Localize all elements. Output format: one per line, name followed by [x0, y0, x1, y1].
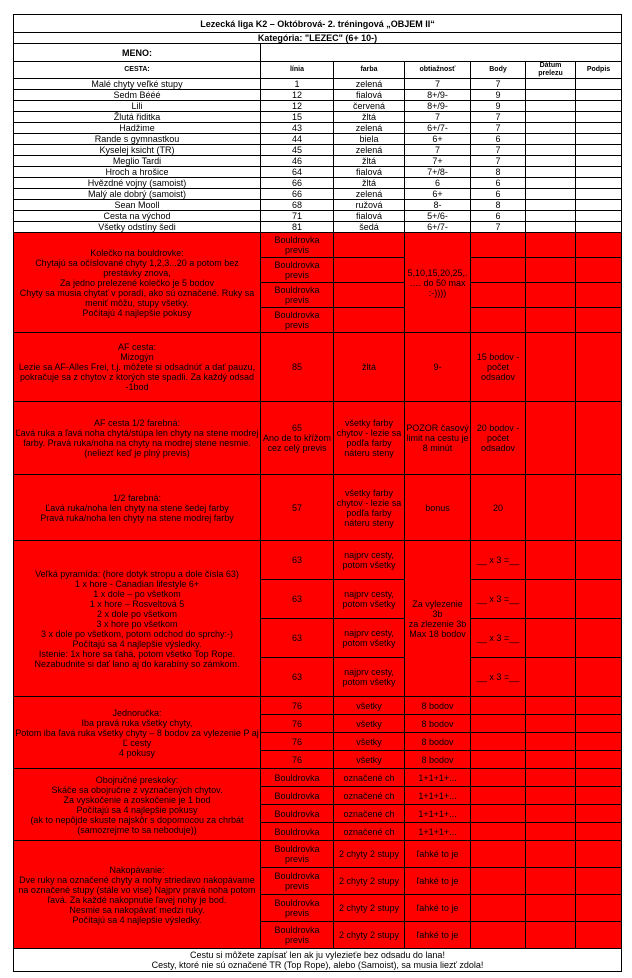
kolecko-grade: 5,10,15,20,25,. …. do 50 max :-))))	[405, 233, 471, 333]
route-color: zelená	[334, 123, 405, 134]
af2-line: 65 Ano de to křížom cez celý previs	[261, 402, 334, 475]
route-signature[interactable]	[576, 134, 622, 145]
score-sheet	[13, 14, 622, 972]
step-grade: ľahké to je	[405, 868, 471, 895]
route-name: Hadžime	[14, 123, 261, 134]
af2-color: všetky farby chytov - lezie sa podľa farby náteru steny	[334, 402, 405, 475]
route-date[interactable]	[526, 178, 576, 189]
onehand-date[interactable]	[526, 733, 576, 751]
col-points: Body	[471, 62, 526, 79]
jumps-line: Bouldrovka	[261, 787, 334, 805]
step-color: 2 chyty 2 stupy	[334, 922, 405, 949]
col-signature: Podpis	[576, 62, 622, 79]
route-name: Hroch a hrošice	[14, 167, 261, 178]
route-color: zelená	[334, 145, 405, 156]
kolecko-date[interactable]	[526, 258, 576, 283]
half-grade: bonus	[405, 475, 471, 541]
route-line: 45	[261, 145, 334, 156]
kolecko-date[interactable]	[526, 233, 576, 258]
step-signature[interactable]	[576, 922, 622, 949]
af-line: 85	[261, 333, 334, 402]
onehand-color: všetky	[334, 733, 405, 751]
pyramid-date[interactable]	[526, 580, 576, 619]
route-date[interactable]	[526, 189, 576, 200]
jumps-date[interactable]	[526, 787, 576, 805]
af2-date[interactable]	[526, 402, 576, 475]
route-line: 68	[261, 200, 334, 211]
route-grade: 6+/7-	[405, 123, 471, 134]
onehand-date[interactable]	[526, 751, 576, 769]
pyramid-grade: Za vylezenie 3b za zlezenie 3b Max 18 bodov	[405, 541, 471, 697]
pyramid-line: 63	[261, 619, 334, 658]
step-date[interactable]	[526, 895, 576, 922]
route-row	[14, 134, 622, 145]
route-name: Hvězdné vojny (samoist)	[14, 178, 261, 189]
jumps-color: označené ch	[334, 787, 405, 805]
route-color: červená	[334, 101, 405, 112]
route-color: zelená	[334, 189, 405, 200]
route-grade: 8+/9-	[405, 90, 471, 101]
route-row	[14, 222, 622, 233]
col-route: CESTA:	[14, 62, 261, 79]
route-color: biela	[334, 134, 405, 145]
af-row	[14, 333, 622, 402]
route-name: Všetky odstíny šedi	[14, 222, 261, 233]
step-grade: ľahké to je	[405, 841, 471, 868]
half-description: 1/2 farebná: Ľavá ruka/noha len chyty na stene šedej farby Pravá ruka/noha len chyty na stene modrej farby	[14, 475, 261, 541]
step-signature[interactable]	[576, 868, 622, 895]
route-line: 12	[261, 101, 334, 112]
route-date[interactable]	[526, 167, 576, 178]
col-color: farba	[334, 62, 405, 79]
pyramid-color: najprv cesty, potom všetky	[334, 580, 405, 619]
route-signature[interactable]	[576, 123, 622, 134]
af-date[interactable]	[526, 333, 576, 402]
route-grade: 7+	[405, 156, 471, 167]
route-points: 7	[471, 112, 526, 123]
route-color: šedá	[334, 222, 405, 233]
step-date[interactable]	[526, 922, 576, 949]
route-line: 66	[261, 178, 334, 189]
pyramid-points: __ x 3 =__	[471, 658, 526, 697]
route-date[interactable]	[526, 90, 576, 101]
route-line: 44	[261, 134, 334, 145]
kolecko-points[interactable]	[471, 308, 526, 333]
onehand-signature[interactable]	[576, 715, 622, 733]
step-color: 2 chyty 2 stupy	[334, 868, 405, 895]
onehand-grade: 8 bodov	[405, 751, 471, 769]
onehand-date[interactable]	[526, 715, 576, 733]
onehand-line: 76	[261, 715, 334, 733]
onehand-line: 76	[261, 751, 334, 769]
route-line: 71	[261, 211, 334, 222]
jumps-grade: 1+1+1+...	[405, 805, 471, 823]
footer-line-2: Cesty, ktoré nie sú označené TR (Top Rope), alebo (Samoist), sa musia liezť zdola!	[151, 960, 484, 970]
route-points: 7	[471, 156, 526, 167]
step-signature[interactable]	[576, 895, 622, 922]
route-color: žltá	[334, 156, 405, 167]
onehand-description: Jednoručka: Iba pravá ruka všetky chyty, Potom iba ľavá ruka všetky chyty – 8 bodov za vylezenie P aj Ľ cesty 4 pokusy	[14, 697, 261, 769]
route-grade: 5+/6-	[405, 211, 471, 222]
af2-points: 20 bodov - počet odsadov	[471, 402, 526, 475]
route-color: ružová	[334, 200, 405, 211]
af2-grade: POZOR časový limit na cestu je 8 minút	[405, 402, 471, 475]
pyramid-points: __ x 3 =__	[471, 541, 526, 580]
route-row	[14, 123, 622, 134]
kolecko-signature[interactable]	[576, 308, 622, 333]
kolecko-color[interactable]	[334, 308, 405, 333]
onehand-signature[interactable]	[576, 733, 622, 751]
jumps-date[interactable]	[526, 805, 576, 823]
step-row	[14, 841, 622, 868]
jumps-grade: 1+1+1+...	[405, 823, 471, 841]
route-date[interactable]	[526, 79, 576, 90]
route-points: 6	[471, 211, 526, 222]
pyramid-row	[14, 541, 622, 580]
jumps-grade: 1+1+1+...	[405, 787, 471, 805]
route-row	[14, 167, 622, 178]
route-name: Lili	[14, 101, 261, 112]
af2-description: AF cesta 1/2 farebná: Ľavá ruka a ľavá noha chytá/stúpa len chyty na stene modrej farby. Pravá ruka/noha na chyty na modrej stene nesmie. (neliezť keď je plný previs)	[14, 402, 261, 475]
route-points: 7	[471, 79, 526, 90]
route-date[interactable]	[526, 123, 576, 134]
route-grade: 8-	[405, 200, 471, 211]
af-points: 15 bodov - počet odsadov	[471, 333, 526, 402]
jumps-row	[14, 769, 622, 787]
onehand-grade: 8 bodov	[405, 697, 471, 715]
route-date[interactable]	[526, 112, 576, 123]
onehand-line: 76	[261, 697, 334, 715]
route-signature[interactable]	[576, 112, 622, 123]
half-color: všetky farby chytov - lezie sa podľa farby náteru steny	[334, 475, 405, 541]
onehand-date[interactable]	[526, 697, 576, 715]
onehand-grade: 8 bodov	[405, 733, 471, 751]
route-color: fialová	[334, 90, 405, 101]
jumps-date[interactable]	[526, 769, 576, 787]
kolecko-row	[14, 233, 622, 258]
kolecko-points[interactable]	[471, 283, 526, 308]
route-name: Kyselej ksicht (TR)	[14, 145, 261, 156]
kolecko-signature[interactable]	[576, 233, 622, 258]
pyramid-color: najprv cesty, potom všetky	[334, 658, 405, 697]
step-points[interactable]	[471, 868, 526, 895]
kolecko-date[interactable]	[526, 308, 576, 333]
pyramid-line: 63	[261, 580, 334, 619]
route-row	[14, 90, 622, 101]
route-row	[14, 79, 622, 90]
jumps-points[interactable]	[471, 769, 526, 787]
route-grade: 6+	[405, 189, 471, 200]
route-row	[14, 211, 622, 222]
route-line: 81	[261, 222, 334, 233]
route-points: 6	[471, 134, 526, 145]
route-signature[interactable]	[576, 156, 622, 167]
route-grade: 7	[405, 79, 471, 90]
pyramid-date[interactable]	[526, 541, 576, 580]
onehand-points[interactable]	[471, 697, 526, 715]
route-name: Sean Mooll	[14, 200, 261, 211]
kolecko-line: Bouldrovka previs	[261, 283, 334, 308]
step-points[interactable]	[471, 841, 526, 868]
step-points[interactable]	[471, 922, 526, 949]
af2-row	[14, 402, 622, 475]
route-points: 6	[471, 189, 526, 200]
footer-note	[14, 949, 622, 972]
route-points: 6	[471, 178, 526, 189]
onehand-points[interactable]	[471, 751, 526, 769]
route-signature[interactable]	[576, 200, 622, 211]
jumps-color: označené ch	[334, 805, 405, 823]
jumps-line: Bouldrovka	[261, 805, 334, 823]
step-description: Nakopávanie: Dve ruky na označené chyty a nohy striedavo nakopávame na označené stupy (stále vo vise) Najprv pravá noha potom ľavá. Za každé nakopnutie ľavej nohy je bod. Nesmie sa nakopávať medzi ruky. Počítajú sa 4 najlepšie výsledky.	[14, 841, 261, 949]
route-name: Malé chyty veľké stupy	[14, 79, 261, 90]
route-row	[14, 189, 622, 200]
pyramid-signature[interactable]	[576, 658, 622, 697]
route-line: 43	[261, 123, 334, 134]
jumps-line: Bouldrovka	[261, 823, 334, 841]
step-grade: ľahké to je	[405, 922, 471, 949]
step-signature[interactable]	[576, 841, 622, 868]
route-name: Malý ale dobrý (samoist)	[14, 189, 261, 200]
route-signature[interactable]	[576, 167, 622, 178]
col-date: Dátum prelezu	[526, 62, 576, 79]
pyramid-signature[interactable]	[576, 580, 622, 619]
kolecko-signature[interactable]	[576, 258, 622, 283]
af-description: AF cesta: Mizogýn Lezie sa AF-Alles Frei, t.j. môžete si odsadnúť a dať pauzu, pokračuje sa z chytov z ktorých ste spadli. Za každý odsad -1bod	[14, 333, 261, 402]
route-line: 66	[261, 189, 334, 200]
route-signature[interactable]	[576, 222, 622, 233]
route-color: zelená	[334, 79, 405, 90]
jumps-signature[interactable]	[576, 769, 622, 787]
route-signature[interactable]	[576, 90, 622, 101]
jumps-description: Obojručné preskoky: Skáče sa obojručne z vyznačených chytov. Za vyskočenie a zoskočenie je 1 bod Počítajú sa 4 najlepšie pokusy (ak to nepôjde skuste najskôr s dopomocou za chrbát (samozrejme to sa neboduje))	[14, 769, 261, 841]
pyramid-points: __ x 3 =__	[471, 580, 526, 619]
route-date[interactable]	[526, 222, 576, 233]
route-date[interactable]	[526, 200, 576, 211]
step-line: Bouldrovka previs	[261, 868, 334, 895]
name-label: MENO:	[14, 44, 261, 62]
pyramid-date[interactable]	[526, 658, 576, 697]
footer-line-1: Cestu si môžete zapísať len ak ju vylezieťe bez odsadu do lana!	[190, 950, 445, 960]
route-grade: 6	[405, 178, 471, 189]
kolecko-points[interactable]	[471, 233, 526, 258]
route-signature[interactable]	[576, 79, 622, 90]
col-line: línia	[261, 62, 334, 79]
af-color: žltá	[334, 333, 405, 402]
route-line: 64	[261, 167, 334, 178]
step-color: 2 chyty 2 stupy	[334, 895, 405, 922]
step-color: 2 chyty 2 stupy	[334, 841, 405, 868]
route-signature[interactable]	[576, 189, 622, 200]
sheet-title: Lezecká liga K2 – Októbrová- 2. tréningová „OBJEM II“	[14, 15, 622, 33]
route-line: 46	[261, 156, 334, 167]
route-grade: 6+	[405, 134, 471, 145]
route-grade: 8+/9-	[405, 101, 471, 112]
route-signature[interactable]	[576, 101, 622, 112]
route-grade: 6+/7-	[405, 222, 471, 233]
jumps-points[interactable]	[471, 823, 526, 841]
onehand-color: všetky	[334, 697, 405, 715]
jumps-color: označené ch	[334, 823, 405, 841]
half-line: 57	[261, 475, 334, 541]
half-signature[interactable]	[576, 475, 622, 541]
jumps-points[interactable]	[471, 805, 526, 823]
route-points: 8	[471, 167, 526, 178]
onehand-grade: 8 bodov	[405, 715, 471, 733]
route-points: 9	[471, 90, 526, 101]
onehand-signature[interactable]	[576, 697, 622, 715]
jumps-signature[interactable]	[576, 823, 622, 841]
step-points[interactable]	[471, 895, 526, 922]
route-date[interactable]	[526, 145, 576, 156]
route-line: 12	[261, 90, 334, 101]
route-date[interactable]	[526, 156, 576, 167]
kolecko-color[interactable]	[334, 233, 405, 258]
route-row	[14, 101, 622, 112]
step-date[interactable]	[526, 868, 576, 895]
route-line: 1	[261, 79, 334, 90]
pyramid-line: 63	[261, 658, 334, 697]
onehand-signature[interactable]	[576, 751, 622, 769]
route-name: Žlutá řiditka	[14, 112, 261, 123]
route-row	[14, 178, 622, 189]
col-grade: obtiažnosť	[405, 62, 471, 79]
onehand-points[interactable]	[471, 733, 526, 751]
kolecko-description: Kolečko na bouldrovke: Chytajú sa očíslované chyty 1,2,3...20 a potom bez prestávky znova, Za jedno prelezené kolečko je 5 bodov Chyty sa musia chytať v poradí, ako sú označené. Ruky sa meniť môžu, stupy všetky. Počítajú 4 najlepšie pokusy	[14, 233, 261, 333]
half-row	[14, 475, 622, 541]
route-points: 7	[471, 145, 526, 156]
footer-row	[14, 949, 622, 972]
route-date[interactable]	[526, 101, 576, 112]
route-name: Sedm Bééé	[14, 90, 261, 101]
route-row	[14, 145, 622, 156]
route-signature[interactable]	[576, 211, 622, 222]
route-color: žltá	[334, 112, 405, 123]
step-date[interactable]	[526, 841, 576, 868]
route-grade: 7	[405, 112, 471, 123]
category-label: Kategória: "LEZEC" (6+ 10-)	[14, 33, 622, 44]
route-grade: 7+/8-	[405, 167, 471, 178]
jumps-signature[interactable]	[576, 805, 622, 823]
route-signature[interactable]	[576, 178, 622, 189]
step-line: Bouldrovka previs	[261, 841, 334, 868]
route-color: fialová	[334, 211, 405, 222]
onehand-color: všetky	[334, 715, 405, 733]
pyramid-line: 63	[261, 541, 334, 580]
route-color: žltá	[334, 178, 405, 189]
half-date[interactable]	[526, 475, 576, 541]
onehand-points[interactable]	[471, 715, 526, 733]
pyramid-signature[interactable]	[576, 619, 622, 658]
jumps-date[interactable]	[526, 823, 576, 841]
pyramid-points: __ x 3 =__	[471, 619, 526, 658]
route-row	[14, 112, 622, 123]
kolecko-line: Bouldrovka previs	[261, 308, 334, 333]
route-color: fialová	[334, 167, 405, 178]
route-name: Cesta na východ	[14, 211, 261, 222]
jumps-signature[interactable]	[576, 787, 622, 805]
route-points: 7	[471, 123, 526, 134]
name-field[interactable]	[261, 44, 622, 62]
route-points: 8	[471, 200, 526, 211]
pyramid-color: najprv cesty, potom všetky	[334, 541, 405, 580]
af-signature[interactable]	[576, 333, 622, 402]
kolecko-signature[interactable]	[576, 283, 622, 308]
pyramid-date[interactable]	[526, 619, 576, 658]
kolecko-line: Bouldrovka previs	[261, 233, 334, 258]
jumps-line: Bouldrovka	[261, 769, 334, 787]
jumps-color: označené ch	[334, 769, 405, 787]
kolecko-color[interactable]	[334, 258, 405, 283]
route-date[interactable]	[526, 211, 576, 222]
onehand-color: všetky	[334, 751, 405, 769]
step-grade: ľahké to je	[405, 895, 471, 922]
route-points: 7	[471, 222, 526, 233]
kolecko-line: Bouldrovka previs	[261, 258, 334, 283]
onehand-row	[14, 697, 622, 715]
route-name: Meglio Tardi	[14, 156, 261, 167]
route-points: 9	[471, 101, 526, 112]
kolecko-points[interactable]	[471, 258, 526, 283]
column-header-row	[14, 62, 622, 79]
route-line: 15	[261, 112, 334, 123]
pyramid-signature[interactable]	[576, 541, 622, 580]
af2-signature[interactable]	[576, 402, 622, 475]
kolecko-color[interactable]	[334, 283, 405, 308]
route-date[interactable]	[526, 134, 576, 145]
onehand-line: 76	[261, 733, 334, 751]
route-row	[14, 156, 622, 167]
half-points: 20	[471, 475, 526, 541]
step-line: Bouldrovka previs	[261, 895, 334, 922]
route-name: Rande s gymnastkou	[14, 134, 261, 145]
jumps-points[interactable]	[471, 787, 526, 805]
pyramid-description: Veľká pyramída: (hore dotyk stropu a dole čísla 63) 1 x hore - Canadian lifestyle 6+ 1 x dole – po všetkom 1 x hore – Rosveltová 5 2 x dole po všetkom 3 x hore po všetkom 3 x dole po všetkom, potom odchod do sprchy:-) Počítajú sa 4 najlepšie výsledky. Istenie: 1x hore sa ťahá, potom všetko Top Rope. Nezabudnite si dať lano aj do karabíny so zámkom.	[14, 541, 261, 697]
route-grade: 7	[405, 145, 471, 156]
route-row	[14, 200, 622, 211]
step-line: Bouldrovka previs	[261, 922, 334, 949]
jumps-grade: 1+1+1+...	[405, 769, 471, 787]
kolecko-date[interactable]	[526, 283, 576, 308]
pyramid-color: najprv cesty, potom všetky	[334, 619, 405, 658]
af-grade: 9-	[405, 333, 471, 402]
route-signature[interactable]	[576, 145, 622, 156]
